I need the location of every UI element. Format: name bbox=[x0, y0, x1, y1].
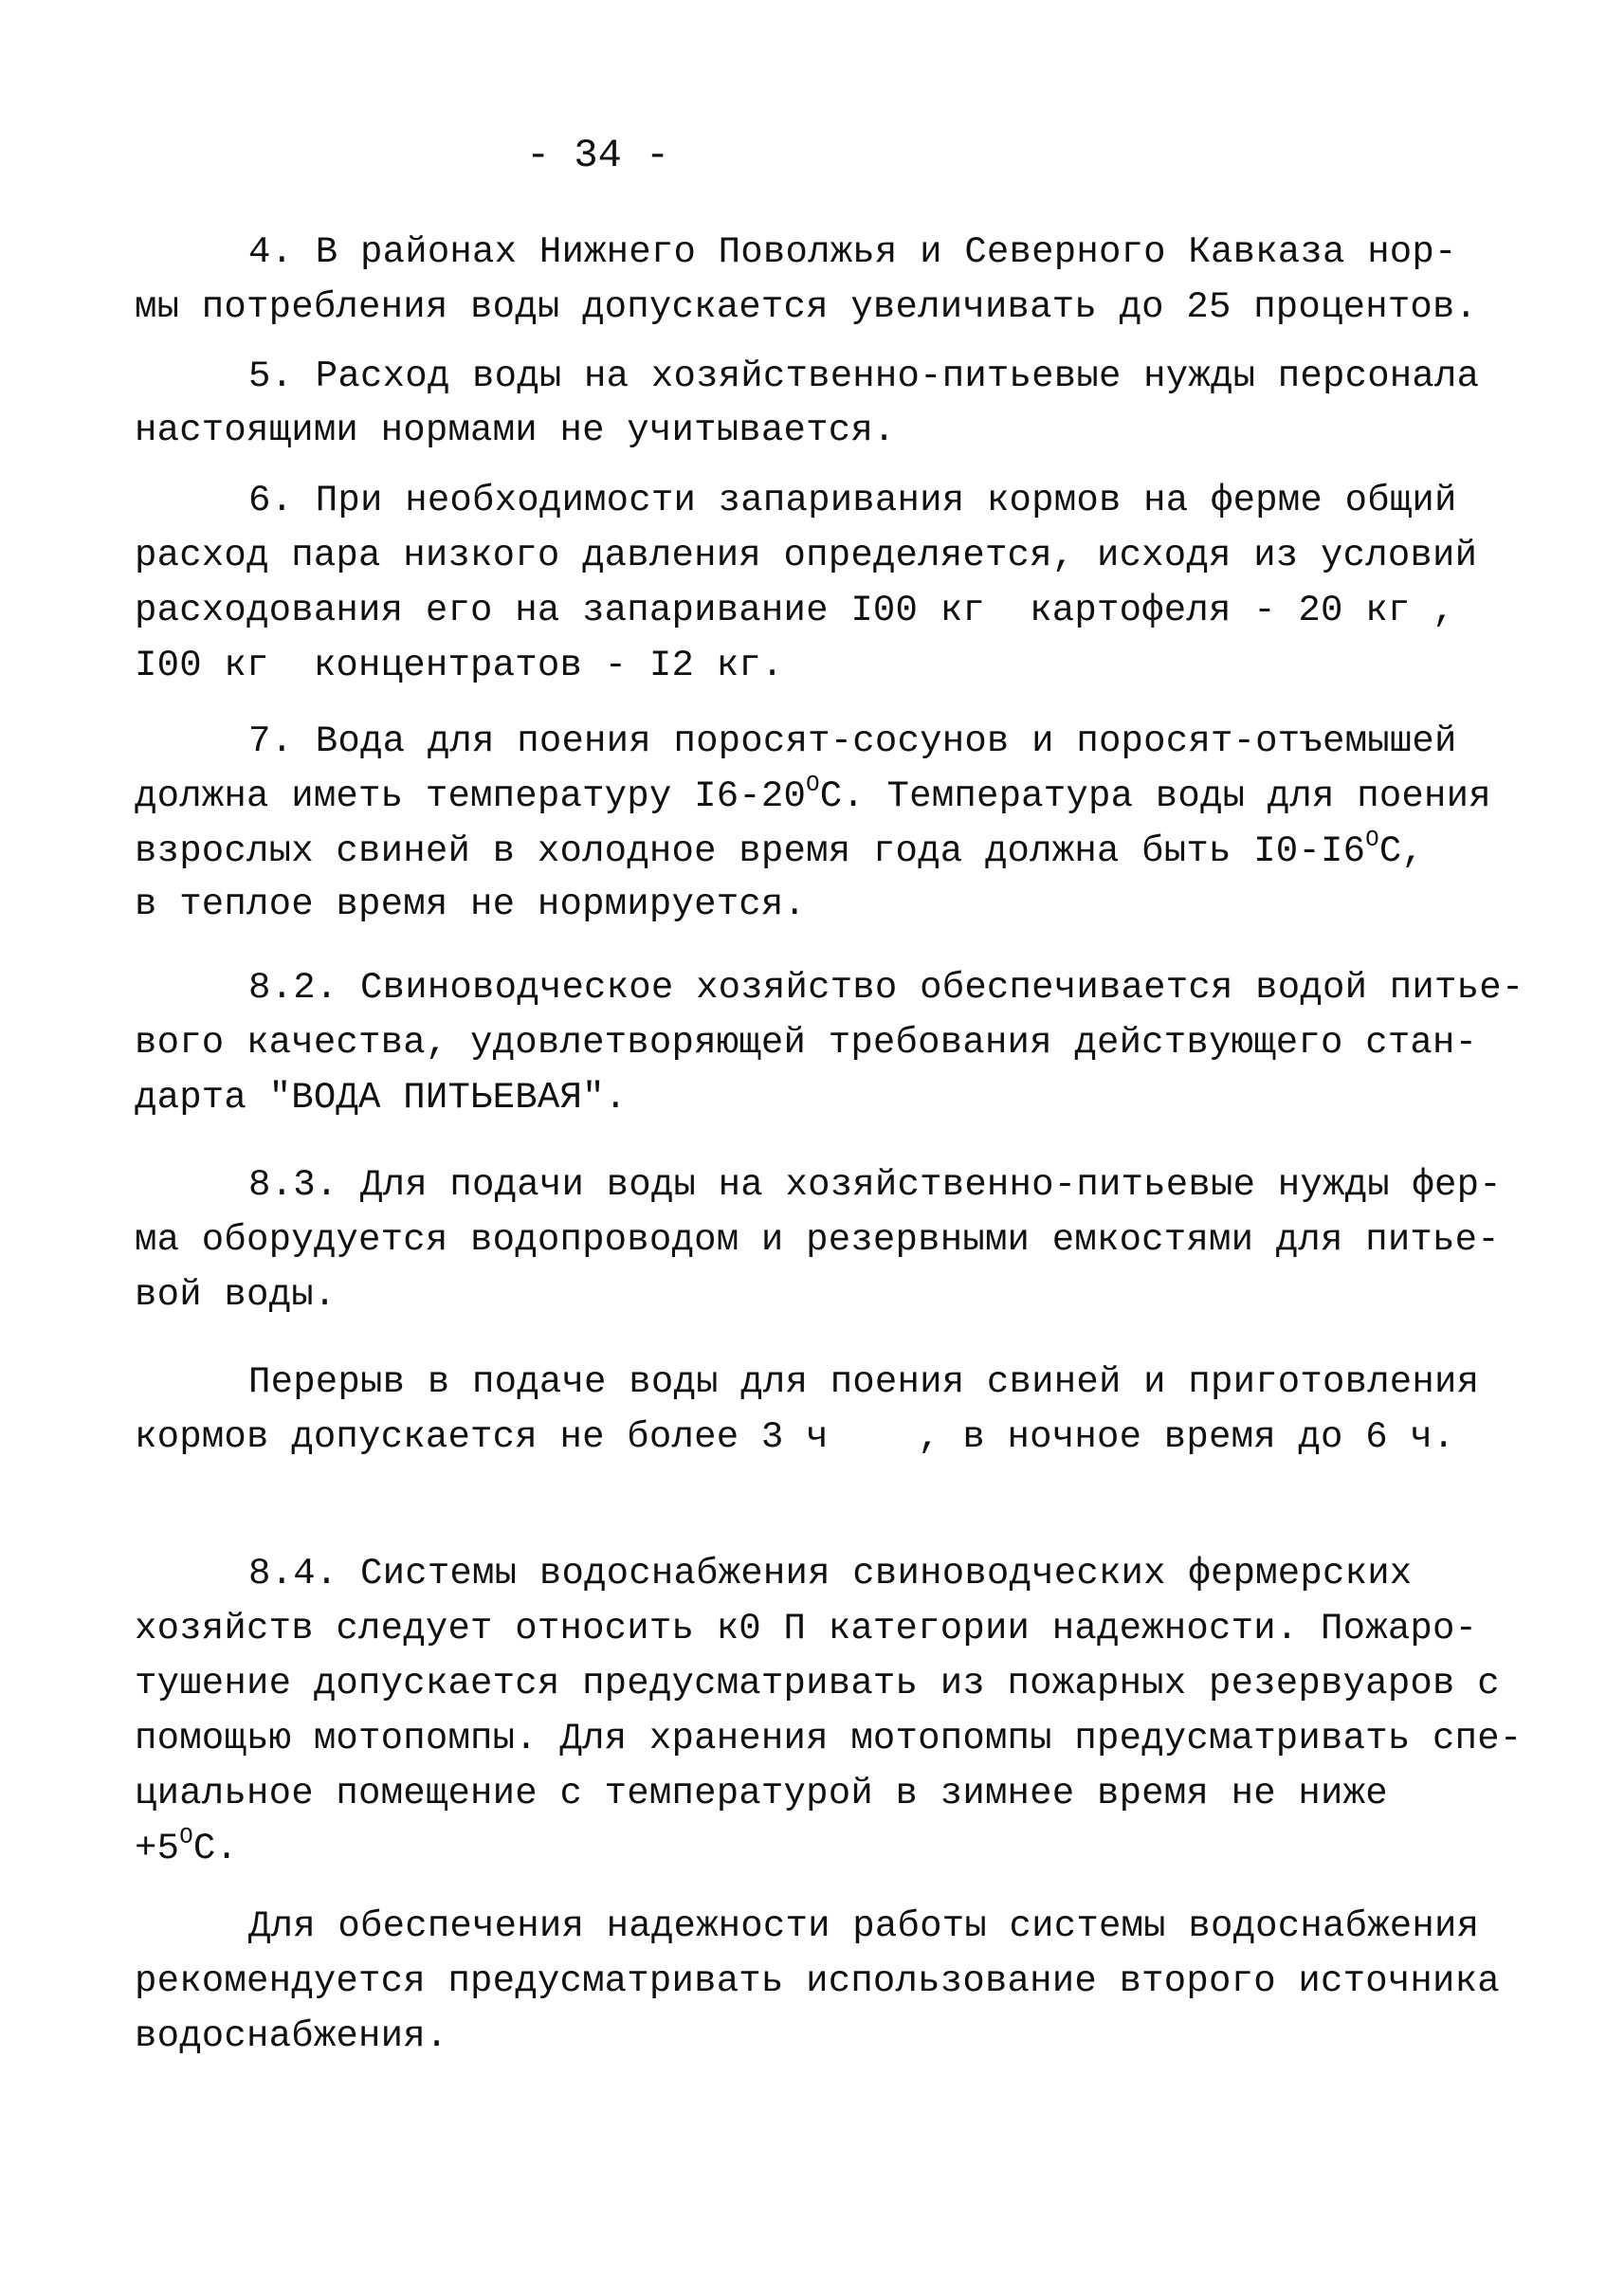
text-line: хозяйств следует относить к0 П категории надежности. Пожаро- bbox=[135, 1608, 1478, 1649]
text-line: 8.4. Системы водоснабжения свиноводческих фермерских bbox=[248, 1553, 1413, 1594]
text-fragment: должна иметь температуру I6-20 bbox=[135, 775, 807, 817]
text-line: помощью мотопомпы. Для хранения мотопомпы предусматривать спе- bbox=[135, 1718, 1523, 1759]
text-line: мы потребления воды допускается увеличивать до 25 процентов. bbox=[135, 286, 1478, 328]
text-line: вого качества, удовлетворяющей требования действующего стан- bbox=[135, 1022, 1478, 1064]
text-fragment: С. bbox=[192, 1828, 239, 1869]
text-line: 6. При необходимости запаривания кормов на ферме общий bbox=[248, 480, 1457, 521]
text-line: 8.3. Для подачи воды на хозяйственно-питьевые нужды фер- bbox=[248, 1164, 1502, 1206]
text-fragment: С, bbox=[1378, 830, 1425, 872]
text-line bbox=[135, 829, 1424, 874]
text-line: вой воды. bbox=[135, 1274, 337, 1316]
text-line: настоящими нормами не учитывается. bbox=[135, 410, 896, 451]
page-number: - 34 - bbox=[526, 133, 670, 178]
degree-sign: O bbox=[806, 773, 820, 798]
text-line: 4. В районах Нижнего Поволжья и Северного Кавказа нор- bbox=[248, 231, 1457, 273]
text-fragment: С. Температура воды для поения bbox=[819, 775, 1491, 817]
text-line: расходования его на запаривание I00 кг картофеля - 20 кг , bbox=[135, 590, 1455, 631]
text-line: I00 кг концентратов - I2 кг. bbox=[135, 645, 784, 686]
degree-sign: O bbox=[179, 1825, 193, 1850]
text-line bbox=[135, 774, 1491, 819]
text-line bbox=[135, 1826, 238, 1871]
text-line: в теплое время не нормируется. bbox=[135, 883, 807, 925]
text-line: дарта "ВОДА ПИТЬЕВАЯ". bbox=[135, 1077, 628, 1119]
text-line: тушение допускается предусматривать из пожарных резервуаров с bbox=[135, 1663, 1500, 1704]
text-line: водоснабжения. bbox=[135, 2015, 448, 2057]
text-line: 7. Вода для поения поросят-сосунов и поросят-отъемышей bbox=[248, 720, 1457, 762]
text-line: Для обеспечения надежности работы системы водоснабжения bbox=[248, 1905, 1480, 1947]
text-fragment: +5 bbox=[135, 1828, 180, 1869]
text-line: рекомендуется предусматривать использование второго источника bbox=[135, 1960, 1500, 2002]
text-fragment: взрослых свиней в холодное время года должна быть I0-I6 bbox=[135, 830, 1366, 872]
text-line: циальное помещение с температурой в зимнее время не ниже bbox=[135, 1773, 1388, 1814]
text-line: 8.2. Свиноводческое хозяйство обеспечивается водой питье- bbox=[248, 967, 1524, 1009]
degree-sign: O bbox=[1365, 828, 1379, 853]
text-line: ма оборудуется водопроводом и резервными емкостями для питье- bbox=[135, 1219, 1500, 1261]
text-line: 5. Расход воды на хозяйственно-питьевые нужды персонала bbox=[248, 355, 1480, 397]
text-line: расход пара низкого давления определяется, исходя из условий bbox=[135, 535, 1478, 576]
text-line: кормов допускается не более 3 ч , в ночное время до 6 ч. bbox=[135, 1416, 1455, 1458]
text-line: Перерыв в подаче воды для поения свиней и приготовления bbox=[248, 1361, 1480, 1403]
